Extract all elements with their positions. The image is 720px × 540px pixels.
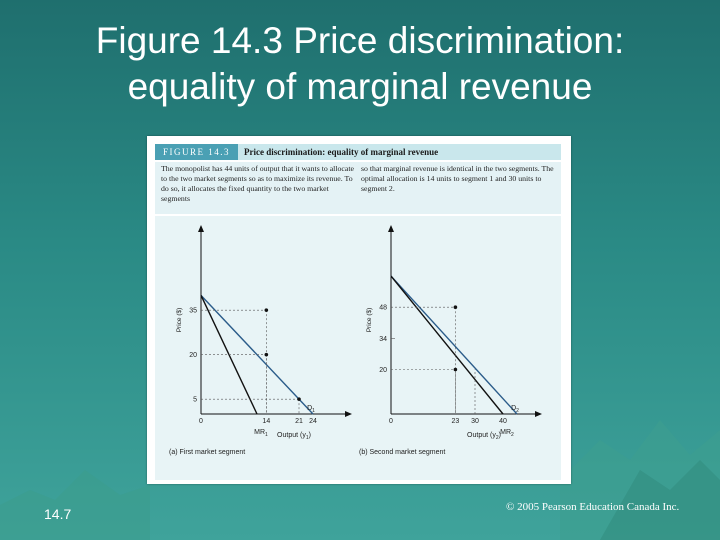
slide-number: 14.7 (44, 506, 72, 522)
panel-2-series-label-mr: $MR_2$ (500, 429, 514, 438)
panel-2-caption: (b) Second market segment (359, 449, 446, 456)
panel-2-y-tick-label-0: 20 (379, 367, 387, 374)
panel-2-x-tick-label-1: 23 (451, 418, 460, 425)
panel-2-series-mr-line (391, 276, 503, 414)
panel-2-y-tick-label-1: 34 (379, 335, 387, 343)
chart-svg (155, 216, 561, 480)
panel-1-x-tick-label-1: 14 (262, 418, 271, 425)
slide-title (0, 18, 720, 110)
caption-left: The monopolist has 44 units of output that it wants to allocate to the two market segments so as to maximize its revenue. To do so, it allocates the fixed quantity to the two market segments (161, 164, 354, 203)
panel-1-x-axis-label: Output $(y_1)$ (277, 432, 311, 441)
panel-1-caption: (a) First market segment (169, 449, 246, 456)
panel-2-point-1 (454, 368, 458, 372)
figure-header (155, 144, 561, 160)
panel-2-point-0 (454, 305, 458, 309)
panel-2-x-axis-label: Output $(y_2)$ (467, 432, 501, 441)
panel-1-series-label-d: $D_1$ (307, 405, 315, 414)
panel-1-x-tick-label-2: 21 (295, 418, 303, 425)
panel-1-y-axis-label: Price ($) (176, 307, 183, 333)
panel-2-y-axis-label: Price ($) (366, 307, 373, 333)
panel-1-y-tick-label-2: 35 (189, 307, 197, 315)
panel-1-point-1 (265, 353, 269, 357)
figure-panel (147, 136, 571, 484)
panel-1-series-label-mr: $MR_1$ (254, 429, 268, 438)
caption-right: so that marginal revenue is identical in the two segments. The optimal allocation is 14 units to segment 1 and 30 units to segment 2. (361, 164, 554, 193)
slide-title-line-1: Figure 14.3 Price discrimination: (95, 20, 625, 61)
copyright-notice: © 2005 Pearson Education Canada Inc. (506, 501, 680, 513)
panel-2-x-tick-label-3: 40 (499, 418, 507, 425)
panel-1-point-0 (265, 308, 269, 312)
panel-2-x-tick-label-0: 0 (389, 418, 393, 425)
panel-1-point-2 (297, 397, 301, 401)
chart-area (155, 216, 561, 480)
panel-2-y-tick-label-2: 48 (379, 304, 387, 312)
figure-caption (155, 162, 561, 214)
slide-title-line-2: equality of marginal revenue (127, 66, 593, 107)
figure-label: FIGURE 14.3 (155, 144, 238, 160)
panel-2-series-d-line (391, 276, 517, 414)
panel-1-y-tick-label-1: 20 (189, 352, 197, 360)
panel-1-y-tick-label-0: 5 (193, 396, 197, 404)
panel-1-x-tick-label-0: 0 (199, 418, 203, 425)
figure-title: Price discrimination: equality of marginal revenue (244, 147, 439, 157)
panel-1-x-tick-label-3: 24 (309, 418, 317, 425)
panel-2-series-label-d: $D_2$ (511, 405, 519, 414)
panel-2-x-tick-label-2: 30 (471, 418, 479, 425)
